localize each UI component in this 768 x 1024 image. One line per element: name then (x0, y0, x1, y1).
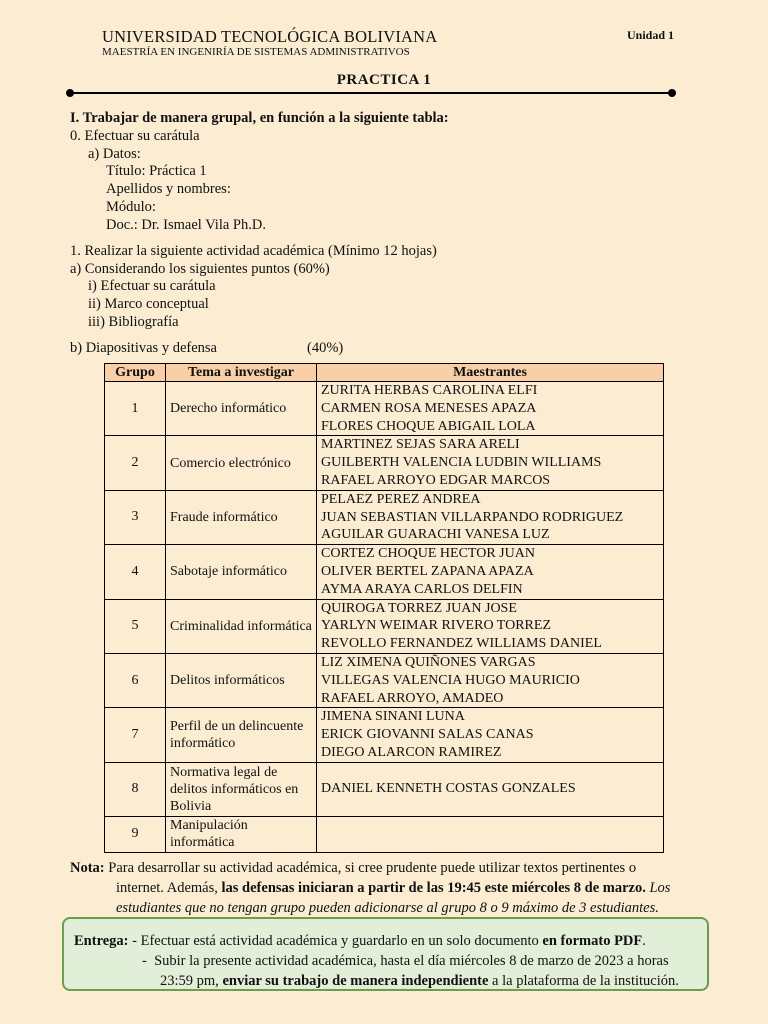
group-number: 2 (105, 436, 166, 490)
group-number: 8 (105, 762, 166, 816)
activity-item-iii: iii) Bibliografía (88, 314, 179, 330)
item-caratula: 0. Efectuar su carátula (70, 128, 200, 144)
group-number: 1 (105, 382, 166, 436)
activity-b-label: b) Diapositivas y defensa (70, 340, 217, 356)
group-members (317, 490, 664, 544)
member-name: RAFAEL ARROYO EDGAR MARCOS (321, 472, 551, 488)
note-text-2c: Los (645, 880, 671, 896)
datos-modulo: Módulo: (106, 199, 156, 215)
table-row (105, 816, 664, 852)
unit-label: Unidad 1 (627, 28, 675, 42)
table-row (105, 653, 664, 707)
datos-doc: Doc.: Dr. Ismael Vila Ph.D. (106, 217, 266, 233)
table-row (105, 762, 664, 816)
member-name: GUILBERTH VALENCIA LUDBIN WILLIAMS (321, 455, 602, 471)
note-line-2 (70, 878, 697, 898)
group-number: 6 (105, 653, 166, 707)
member-name: RAFAEL ARROYO, AMADEO (321, 690, 504, 706)
page-title: PRACTICA 1 (336, 72, 432, 88)
title-rule (70, 92, 672, 94)
delivery-line-1 (74, 931, 707, 951)
member-name: VILLEGAS VALENCIA HUGO MAURICIO (321, 672, 580, 688)
note-text-3: estudiantes que no tengan grupo pueden adicionarse al grupo 8 o 9 máximo de 3 estudiantes. (116, 900, 659, 916)
delivery-text-1b: en formato PDF (542, 933, 643, 949)
member-name: REVOLLO FERNANDEZ WILLIAMS DANIEL (321, 636, 602, 652)
delivery-text-3a: 23:59 pm, (160, 973, 223, 989)
table-row (105, 490, 664, 544)
note-label: Nota: (70, 860, 105, 876)
group-members (317, 816, 664, 852)
section-heading: I. Trabajar de manera grupal, en función a la siguiente tabla: (70, 110, 449, 126)
activity-item-ii: ii) Marco conceptual (88, 296, 209, 312)
group-members (317, 599, 664, 653)
member-name: CORTEZ CHOQUE HECTOR JUAN (321, 546, 535, 562)
activity-item-i: i) Efectuar su carátula (88, 278, 216, 294)
datos-titulo: Título: Práctica 1 (106, 163, 207, 179)
rule-left-dot (66, 89, 74, 97)
note-text-2b: las defensas iniciaran a partir de las 19:45 este miércoles 8 de marzo. (221, 880, 646, 896)
table-row (105, 545, 664, 599)
table-row (105, 436, 664, 490)
delivery-line-2 (74, 951, 707, 971)
delivery-label: Entrega: (74, 933, 129, 949)
group-topic: Perfil de un delincuente informático (166, 708, 317, 762)
member-name: LIZ XIMENA QUIÑONES VARGAS (321, 654, 536, 670)
university-name: UNIVERSIDAD TECNOLÓGICA BOLIVIANA (102, 27, 438, 46)
member-name: FLORES CHOQUE ABIGAIL LOLA (321, 418, 536, 434)
group-topic: Sabotaje informático (166, 545, 317, 599)
header-maestrantes: Maestrantes (317, 364, 664, 382)
groups-table (104, 363, 664, 853)
group-topic: Criminalidad informática (166, 599, 317, 653)
note-text-2a: internet. Además, (116, 880, 222, 896)
program-name: MAESTRÍA EN INGENIRÍA DE SISTEMAS ADMINISTRATIVOS (102, 46, 410, 58)
delivery-text-1a: - Efectuar está actividad académica y guardarlo en un solo documento (128, 933, 543, 949)
datos-apellidos: Apellidos y nombres: (106, 181, 231, 197)
table-row (105, 599, 664, 653)
group-topic: Derecho informático (166, 382, 317, 436)
group-members (317, 545, 664, 599)
member-name: ZURITA HERBAS CAROLINA ELFI (321, 383, 538, 398)
group-topic: Comercio electrónico (166, 436, 317, 490)
delivery-dash: - (142, 953, 155, 969)
header-grupo: Grupo (105, 364, 166, 382)
table-header-row (105, 364, 664, 382)
rule-right-dot (668, 89, 676, 97)
member-name: DANIEL KENNETH COSTAS GONZALES (321, 781, 576, 797)
group-topic: Normativa legal de delitos informáticos en Bolivia (166, 762, 317, 816)
delivery-text-2: Subir la presente actividad académica, hasta el día miércoles 8 de marzo de 2023 a horas (154, 953, 669, 969)
table-row (105, 708, 664, 762)
member-name: AYMA ARAYA CARLOS DELFIN (321, 581, 523, 597)
delivery-text-3b: enviar su trabajo de manera independiente (222, 973, 489, 989)
group-members (317, 653, 664, 707)
header-tema: Tema a investigar (166, 364, 317, 382)
note-text-1: Para desarrollar su actividad académica, si cree prudente puede utilizar textos pertinentes o (104, 860, 637, 876)
table-row (105, 382, 664, 436)
datos-label: a) Datos: (88, 146, 141, 162)
member-name: CARMEN ROSA MENESES APAZA (321, 400, 537, 416)
member-name: PELAEZ PEREZ ANDREA (321, 491, 481, 507)
group-members (317, 762, 664, 816)
member-name: OLIVER BERTEL ZAPANA APAZA (321, 563, 534, 579)
note-paragraph (70, 858, 697, 918)
delivery-line-3 (74, 971, 707, 991)
delivery-text-1c: . (642, 933, 646, 949)
member-name: MARTINEZ SEJAS SARA ARELI (321, 437, 520, 453)
group-number: 5 (105, 599, 166, 653)
member-name: QUIROGA TORREZ JUAN JOSE (321, 600, 517, 616)
member-name: DIEGO ALARCON RAMIREZ (321, 744, 502, 760)
group-number: 7 (105, 708, 166, 762)
member-name: JIMENA SINANI LUNA (321, 709, 465, 725)
group-members (317, 436, 664, 490)
group-topic: Fraude informático (166, 490, 317, 544)
group-number: 3 (105, 490, 166, 544)
member-name: ERICK GIOVANNI SALAS CANAS (321, 727, 534, 743)
group-members (317, 382, 664, 436)
delivery-box (62, 917, 709, 991)
delivery-text-3c: a la plataforma de la institución. (488, 973, 679, 989)
group-members (317, 708, 664, 762)
group-topic: Delitos informáticos (166, 653, 317, 707)
member-name: JUAN SEBASTIAN VILLARPANDO RODRIGUEZ (321, 509, 624, 525)
member-name: YARLYN WEIMAR RIVERO TORREZ (321, 618, 551, 634)
group-number: 9 (105, 816, 166, 852)
group-topic: Manipulación informática (166, 816, 317, 852)
activity-b-percent: (40%) (307, 340, 344, 356)
activity-line-2: a) Considerando los siguientes puntos (60%) (70, 261, 330, 277)
activity-line-1: 1. Realizar la siguiente actividad académica (Mínimo 12 hojas) (70, 243, 437, 259)
member-name: AGUILAR GUARACHI VANESA LUZ (321, 527, 550, 543)
group-number: 4 (105, 545, 166, 599)
